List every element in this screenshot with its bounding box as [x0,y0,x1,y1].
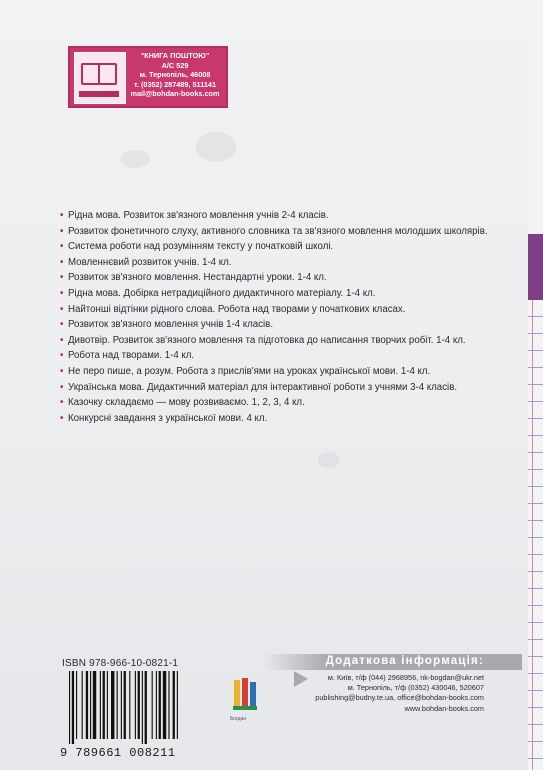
stamp-illustration [74,52,126,104]
list-item-text: Система роботи над розумінням тексту у початковій школі. [68,241,334,253]
list-item-text: Робота над творами. 1-4 кл. [68,350,195,362]
barcode-bar [142,671,143,744]
bullet-icon: • [60,319,64,331]
bullet-icon: • [60,241,64,253]
stamp-line: mail@bohdan-books.com [130,89,220,99]
barcode-bar [177,671,178,739]
info-title: Додаткова інформація: [325,655,484,667]
barcode-bar [76,671,77,739]
barcode-bar [69,671,70,744]
list-item [60,411,520,427]
list-item [60,364,520,380]
list-item [60,302,520,318]
barcode-bar [90,671,91,739]
list-item-text: Розвиток зв'язного мовлення учнів 1-4 класів. [68,319,274,331]
list-item [60,255,520,271]
contact-line: м. Київ, т/ф (044) 2968956, nk-bogdan@ukr.net [327,673,484,682]
bullet-icon: • [60,397,64,409]
barcode-bar [173,671,175,739]
stamp-strip [79,91,119,97]
barcode-bar [121,671,122,739]
bullet-icon: • [60,334,64,346]
stamp-line: м. Тернопіль, 46008 [139,70,211,80]
bullet-icon: • [60,303,64,315]
additional-info-panel [264,654,522,724]
book-list [60,208,520,426]
barcode-bar [117,671,118,739]
smudge [196,132,236,162]
bullet-icon: • [60,287,64,299]
barcode [67,671,217,744]
edge-purple-band [528,0,543,300]
publisher-logo-caption: Богдан [230,716,247,722]
bullet-icon: • [60,210,64,221]
smudge [120,150,150,168]
stamp-address [126,51,224,99]
list-item-text: Дивотвір. Розвиток зв'язного мовлення та підготовка до написання творчих робіт. 1-4 кл. [68,334,466,346]
open-book-icon [81,63,117,85]
barcode-bar [156,671,157,739]
barcode-bar [163,671,166,739]
stamp-line: "КНИГА ПОШТОЮ" [140,51,210,60]
barcode-bar [82,671,83,739]
isbn-label: ISBN 978-966-10-0821-1 [62,658,179,669]
list-item-text: Казочку складаємо — мову розвиваємо. 1, 2, 3, 4 кл. [68,397,305,409]
publisher-logo [232,676,258,716]
barcode-bar [100,671,101,739]
contact-line: www.bohdan-books.com [404,703,484,713]
list-item [60,286,520,302]
barcode-bar [103,671,105,739]
list-item [60,380,520,396]
list-item-text: Найтонші відтінки рідного слова. Робота над творами у початкових класах. [68,303,406,315]
barcode-bar [72,671,74,744]
barcode-digits: 9 789661 008211 [60,746,176,760]
barcode-bar [135,671,136,739]
barcode-bar [86,671,88,739]
barcode-bar [107,671,108,739]
barcode-bar [152,671,153,739]
mail-order-stamp [68,46,228,108]
list-item [60,317,520,333]
list-item-text: Розвиток зв'язного мовлення. Нестандартні уроки. 1-4 кл. [68,272,327,284]
bullet-icon: • [60,225,64,237]
bullet-icon: • [60,350,64,362]
bullet-icon: • [60,381,64,393]
page-edge-notebook [528,0,543,770]
list-item [60,333,520,349]
bullet-icon: • [60,272,64,284]
smudge [318,452,340,468]
barcode-bar [124,671,126,739]
list-item [60,395,520,411]
list-item [60,224,520,240]
contact-line: м. Тернопіль, т/ф (0352) 430046, 520607 [347,683,484,693]
stamp-line: А/С 529 [161,60,189,70]
barcode-bar [93,671,96,739]
barcode-bar [168,671,169,739]
bullet-icon: • [60,256,64,268]
barcode-bar [145,671,147,744]
edge-margin-line [532,300,533,770]
contact-line: publishing@budny.te.ua, office@bohdan-books.com [315,693,484,703]
bullet-icon: • [60,365,64,377]
list-item-text: Конкурсні завдання з української мови. 4 кл. [68,412,268,424]
contact-lines [264,673,484,714]
edge-ruled-lines [528,300,543,770]
list-item-text: Рідна мова. Добірка нетрадиційного дидактичного матеріалу. 1-4 кл. [68,287,376,299]
list-item-text: Рідна мова. Розвиток зв'язного мовлення учнів 2-4 класів. [68,210,329,221]
barcode-bar [159,671,161,739]
barcode-bar [138,671,140,739]
barcode-bar [129,671,130,739]
list-item-text: Мовленнєвий розвиток учнів. 1-4 кл. [68,256,232,268]
info-title-bar [264,654,522,670]
barcode-bar [111,671,114,739]
list-item-text: Розвиток фонетичного слуху, активного словника та зв'язного мовлення молодших школярів. [68,225,488,237]
stamp-line: т. (0352) 287489, 511141 [133,79,217,89]
list-item [60,239,520,255]
list-item [60,270,520,286]
bullet-icon: • [60,412,64,424]
list-item [60,208,520,224]
list-item [60,348,520,364]
list-item-text: Не перо пише, а розум. Робота з прислів'ями на уроках української мови. 1-4 кл. [68,365,431,377]
list-item-text: Українська мова. Дидактичний матеріал для інтерактивної роботи з учнями 3-4 класів. [68,381,458,393]
